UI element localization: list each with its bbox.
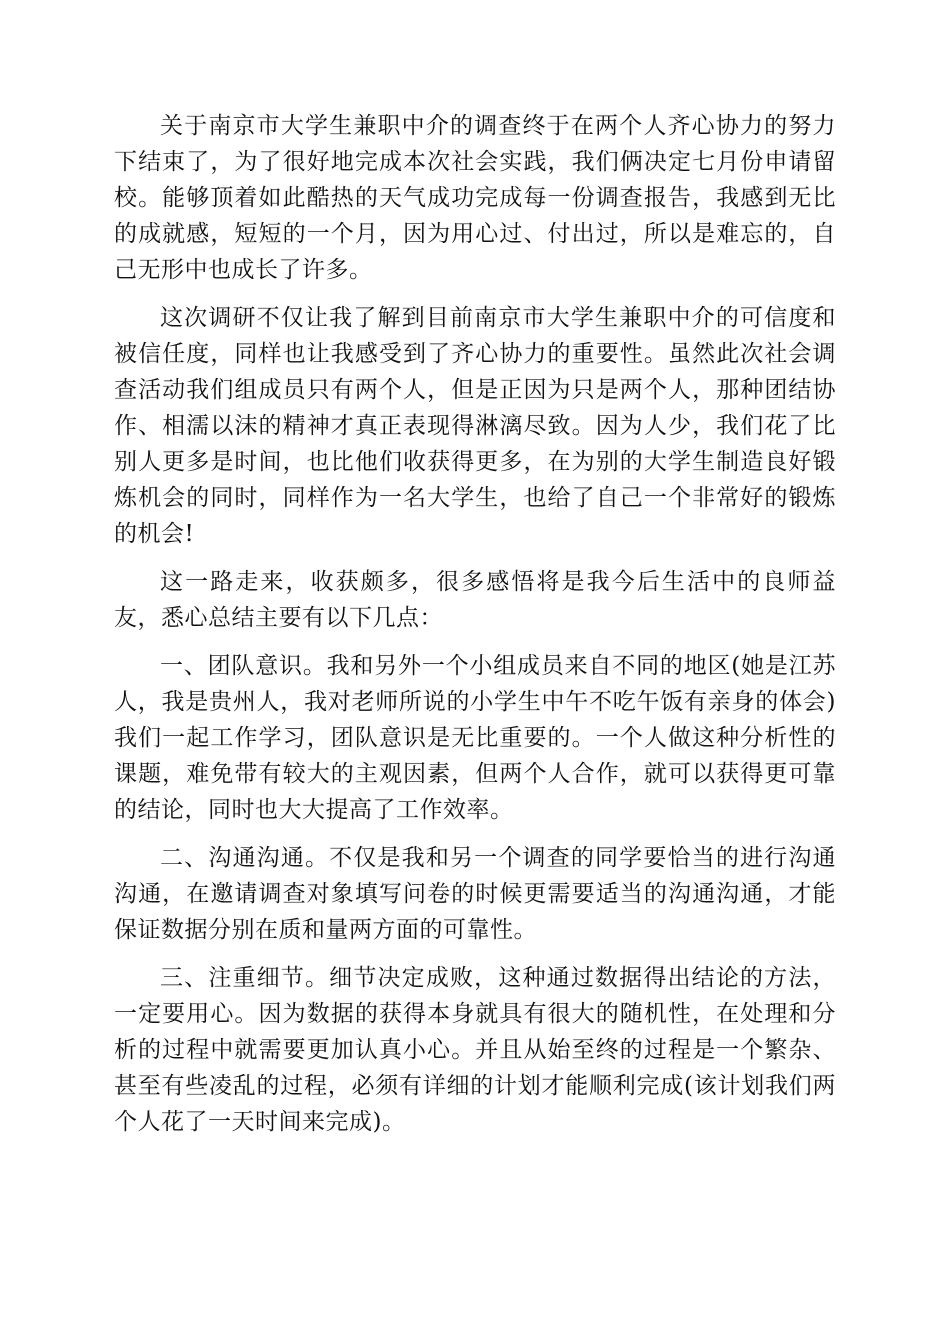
paragraph-point-teamwork: 一、团队意识。我和另外一个小组成员来自不同的地区(她是江苏人，我是贵州人，我对老师所说的小学生中午不吃午饭有亲身的体会)我们一起工作学习，团队意识是无比重要的。一个人做这种分析性的课题，难免带有较大的主观因素，但两个人合作，就可以获得更可靠的结论，同时也大大提高了工作效率。	[114, 653, 836, 823]
document-page	[114, 108, 836, 1152]
paragraph-research: 这次调研不仅让我了解到目前南京市大学生兼职中介的可信度和被信任度，同样也让我感受到了齐心协力的重要性。虽然此次社会调查活动我们组成员只有两个人，但是正因为只是两个人，那种团结协作、相濡以沫的精神才真正表现得淋漓尽致。因为人少，我们花了比别人更多是时间，也比他们收获得更多，在为别的大学生制造良好锻炼机会的同时，同样作为一名大学生，也给了自己一个非常好的锻炼的机会!	[114, 305, 836, 547]
paragraph-summary: 这一路走来，收获颇多，很多感悟将是我今后生活中的良师益友，悉心总结主要有以下几点：	[114, 569, 836, 631]
paragraph-point-details: 三、注重细节。细节决定成败，这种通过数据得出结论的方法，一定要用心。因为数据的获得本身就具有很大的随机性，在处理和分析的过程中就需要更加认真小心。并且从始至终的过程是一个繁杂、甚至有些凌乱的过程，必须有详细的计划才能顺利完成(该计划我们两个人花了一天时间来完成)。	[114, 965, 836, 1135]
paragraph-intro: 关于南京市大学生兼职中介的调查终于在两个人齐心协力的努力下结束了，为了很好地完成本次社会实践，我们俩决定七月份申请留校。能够顶着如此酷热的天气成功完成每一份调查报告，我感到无比的成就感，短短的一个月，因为用心过、付出过，所以是难忘的，自己无形中也成长了许多。	[114, 113, 836, 283]
paragraph-point-communication: 二、沟通沟通。不仅是我和另一个调查的同学要恰当的进行沟通沟通，在邀请调查对象填写问卷的时候更需要适当的沟通沟通，才能保证数据分别在质和量两方面的可靠性。	[114, 845, 836, 943]
